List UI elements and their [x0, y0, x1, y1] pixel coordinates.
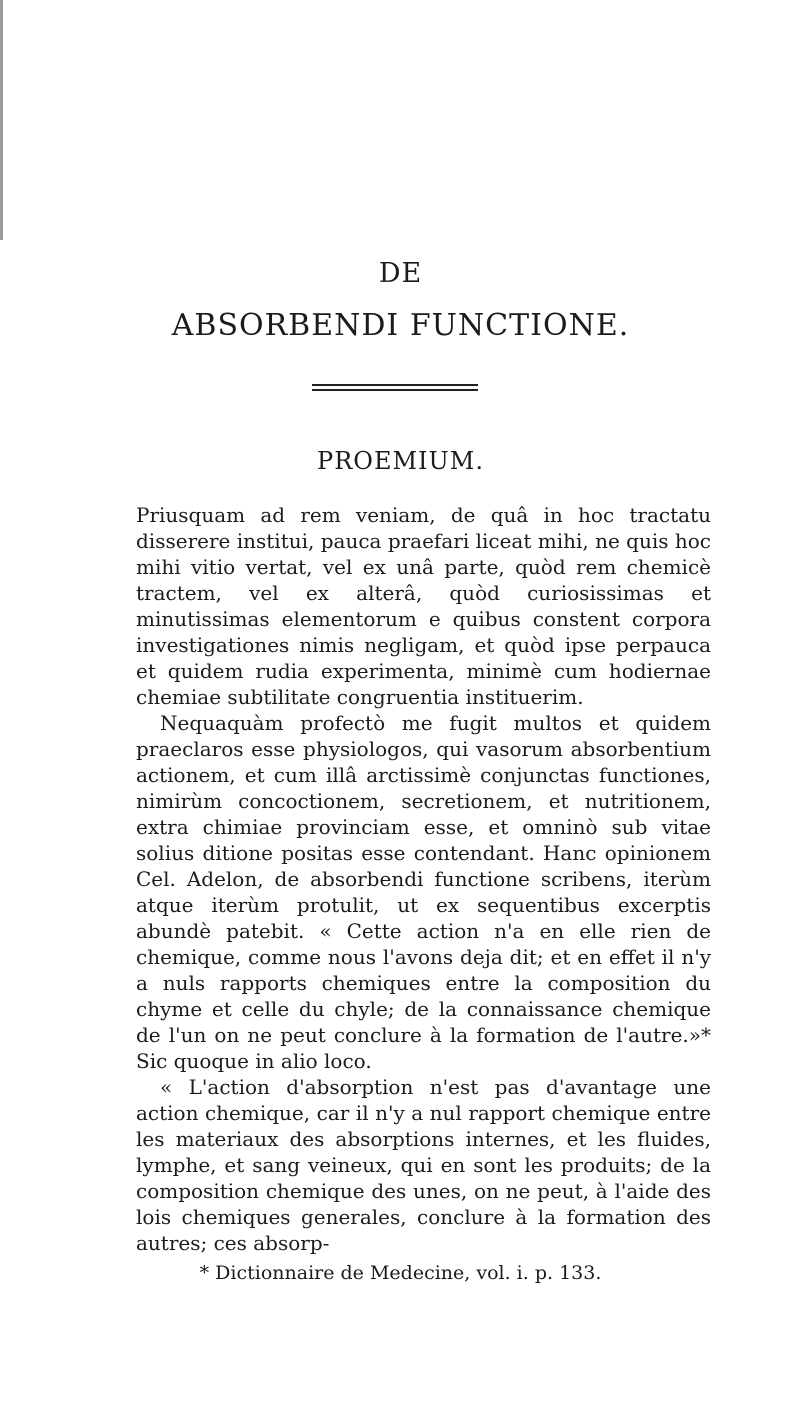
section-title: PROEMIUM. — [317, 447, 484, 475]
paragraph-1: Priusquam ad rem veniam, de quâ in hoc tractatu disserere institui, pauca praefari liceat mihi, ne quis hoc mihi vitio vertat, vel ex unâ parte, quòd rem chemicè tractem, vel ex alterâ, quòd curiosissimas et minutissimas elementorum e quibus constent corpora investigationes nimis negligam, et quòd ipse perpauca et quidem rudia experimenta, minimè cum hodiernae chemiae subtilitate congruentia instituerim. — [136, 503, 711, 709]
title-prefix: DE — [378, 258, 423, 289]
chapter-title: ABSORBENDI FUNCTIONE. — [171, 308, 630, 343]
paragraph-2: Nequaquàm profectò me fugit multos et quidem praeclaros esse physiologos, qui vasorum absorbentium actionem, et cum illâ arctissimè conjunctas functiones, nimirùm concoctionem, secretionem, et nutritionem, extra chimiae provinciam esse, et omninò sub vitae solius ditione positas esse contendant. Hanc opinionem Cel. Adelon, de absorbendi functione scribens, iterùm atque iterùm protulit, ut ex sequentibus excerptis abundè patebit. « Cette action n'a en elle rien de chemique, comme nous l'avons deja dit; et en effet il n'y a nuls rapports chemiques entre la composition du chyme et celle du chyle; de la connaissance chemique de l'un on ne peut conclure à la formation de l'autre.»* Sic quoque in alio loco. — [136, 711, 711, 1073]
double-rule-bottom — [312, 389, 478, 391]
double-rule-top — [312, 384, 478, 386]
footnote: * Dictionnaire de Medecine, vol. i. p. 133. — [199, 1262, 602, 1284]
paragraph-3: « L'action d'absorption n'est pas d'avantage une action chemique, car il n'y a nul rapport chemique entre les materiaux des absorptions internes, et les fluides, lymphe, et sang veineux, qui en sont les produits; de la composition chemique des unes, on ne peut, à l'aide des lois chemiques generales, conclure à la formation des autres; ces absorp- — [136, 1075, 711, 1255]
body-text — [136, 502, 711, 1256]
page-edge-mark — [0, 0, 3, 240]
